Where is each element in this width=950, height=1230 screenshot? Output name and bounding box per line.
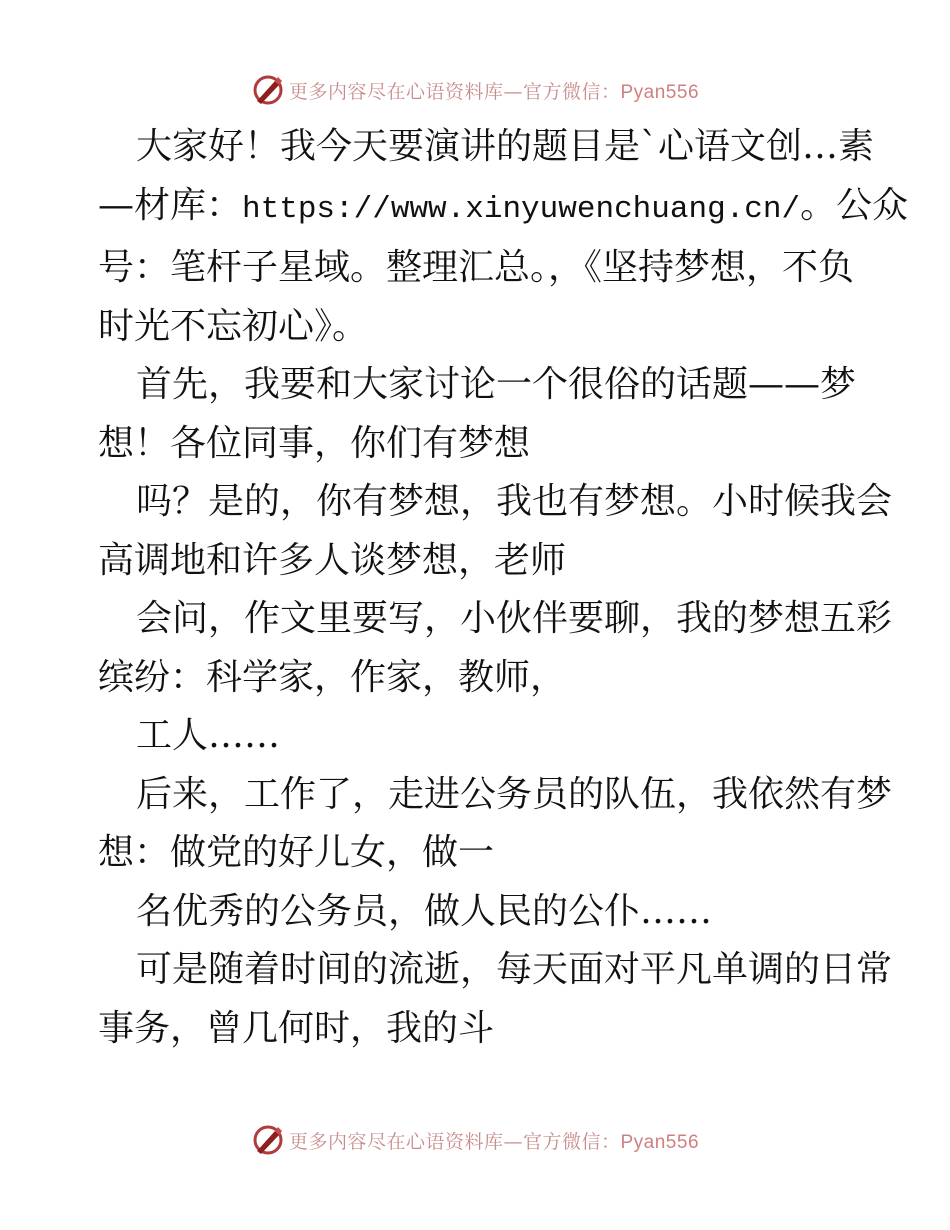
text-line: 可是随着时间的流逝，每天面对平凡单调的日常 (136, 949, 893, 990)
header-text: 更多内容尽在心语资料库—官方微信：Pyan556 (288, 80, 700, 103)
text-line: 想：做党的好儿女，做一 (98, 832, 495, 873)
text-line: 名优秀的公务员，做人民的公仆…… (136, 890, 713, 932)
text-line: 时光不忘初心》。 (98, 305, 369, 347)
paragraph-4 (98, 590, 893, 707)
text-line: 后来，工作了，走进公务员的队伍，我依然有梦 (136, 773, 893, 815)
text-line: 吗？是的，你有梦想，我也有梦想。小时候我会 (136, 481, 893, 522)
paragraph-5 (98, 707, 858, 766)
text-line: 号：笔杆子星域。整理汇总。，《坚持梦想，不负 (98, 247, 855, 288)
text-line: —材库：https://www.xinyuwenchuang.cn/。公众 (98, 184, 909, 227)
text-line: 高调地和许多人谈梦想，老师 (98, 539, 567, 581)
paragraph-7 (98, 883, 858, 942)
pen-circle-logo-icon (251, 1123, 285, 1157)
paragraph-1 (98, 118, 909, 356)
text-line: 缤纷：科学家，作家，教师， (98, 656, 567, 698)
paragraph-2 (98, 356, 858, 473)
paragraph-8 (98, 941, 893, 1058)
text-line: 想！各位同事，你们有梦想 (98, 422, 531, 464)
paragraph-6 (98, 766, 893, 883)
text-line: 会问，作文里要写，小伙伴要聊，我的梦想五彩 (136, 598, 893, 639)
pen-circle-logo-icon (251, 73, 285, 107)
footer-banner (0, 1120, 950, 1160)
header-banner (0, 70, 950, 110)
text-line: 首先，我要和大家讨论一个很俗的话题——梦 (136, 364, 857, 405)
text-line: 大家好！我今天要演讲的题目是`心语文创…素 (136, 126, 875, 167)
paragraph-3 (98, 473, 893, 590)
text-line: 事务，曾几何时，我的斗 (98, 1007, 495, 1049)
text-line: 工人…… (136, 715, 281, 756)
footer-text: 更多内容尽在心语资料库—官方微信：Pyan556 (288, 1130, 700, 1153)
url-text: https://www.xinyuwenchuang.cn/ (242, 191, 801, 227)
document-body (98, 118, 909, 1058)
